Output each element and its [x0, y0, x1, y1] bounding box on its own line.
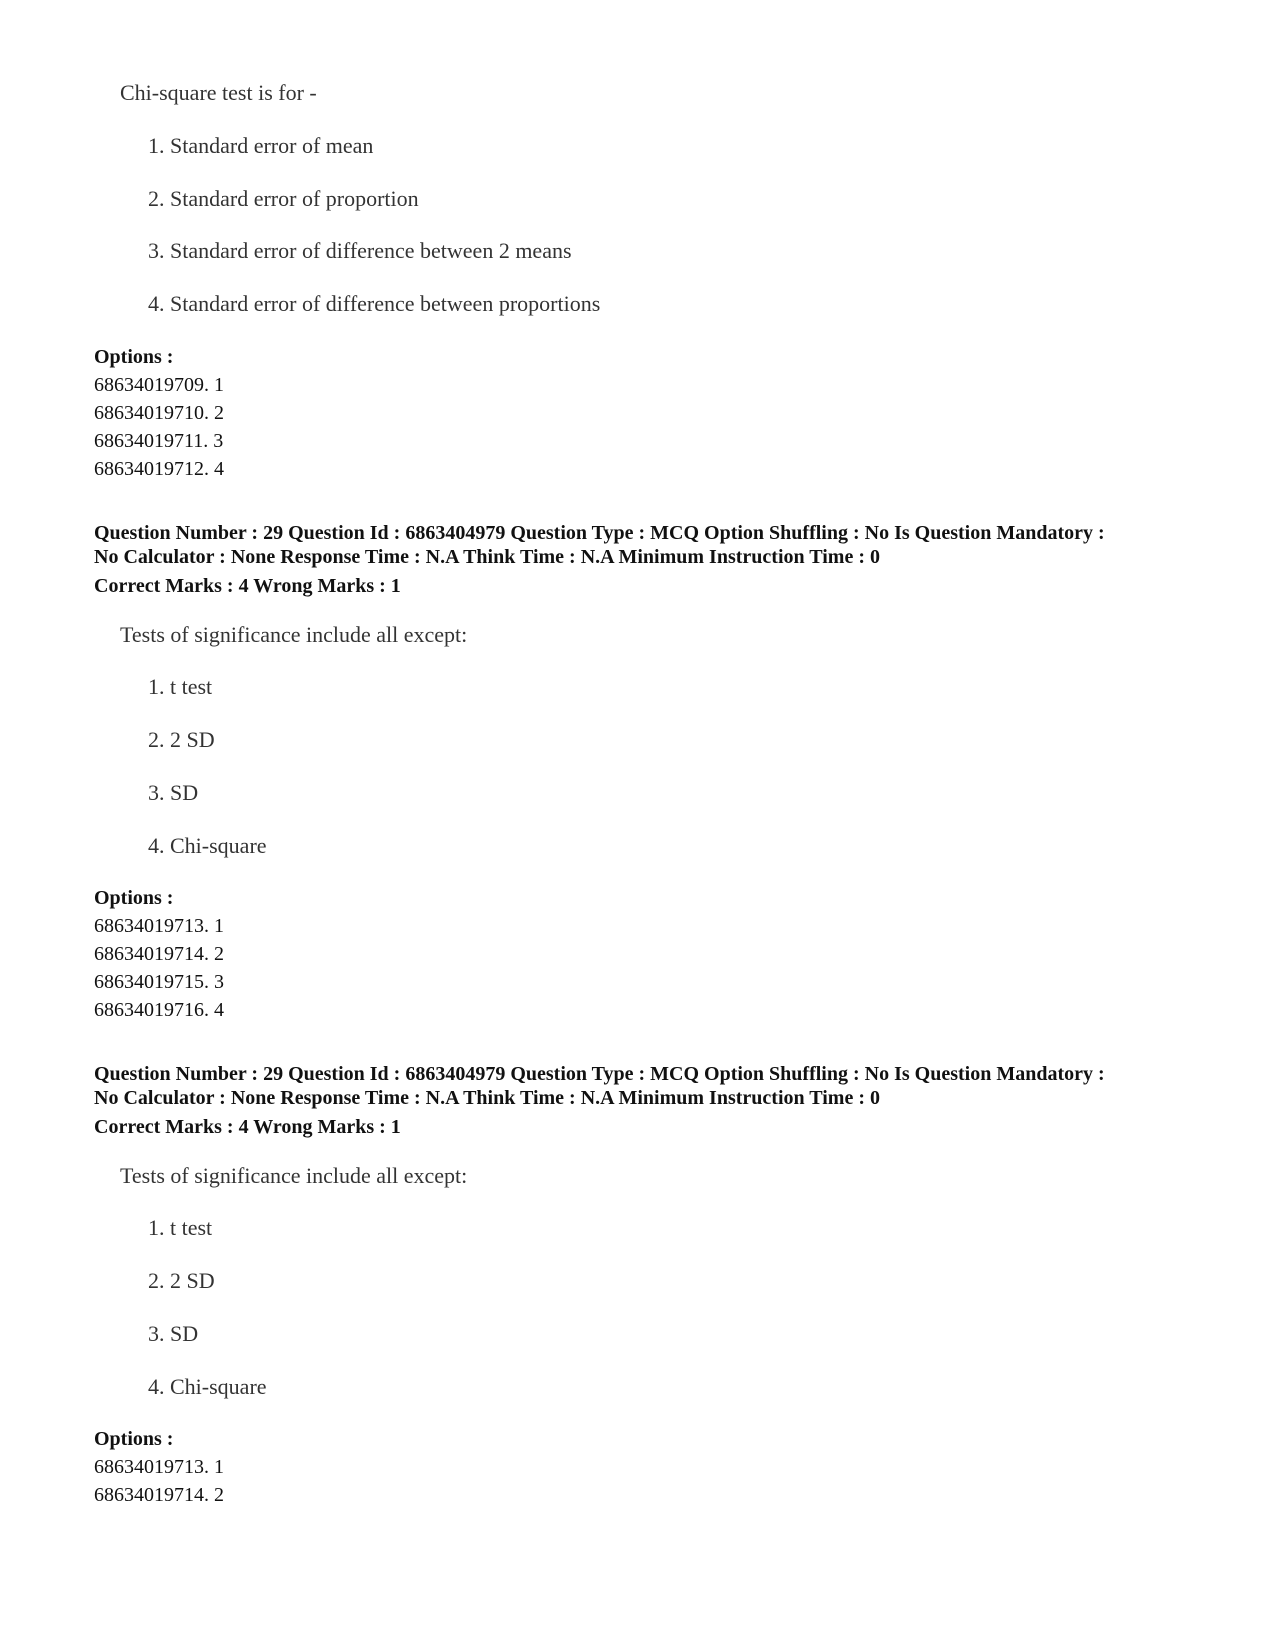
options-label: Options : — [94, 346, 174, 368]
question-meta-line-1: Question Number : 29 Question Id : 6863404979 Question Type : MCQ Option Shuffling : No Is Question Mandatory : — [94, 1063, 1105, 1085]
option-line: 68634019709. 1 — [94, 374, 224, 396]
question-item: 4. Standard error of difference between proportions — [148, 291, 601, 316]
question-item: 1. t test — [148, 1215, 213, 1240]
question-text: Tests of significance include all except: — [120, 1163, 468, 1188]
question-item: 2. 2 SD — [148, 727, 215, 752]
question-item: 3. SD — [148, 1321, 199, 1346]
question-item: 4. Chi-square — [148, 833, 267, 858]
question-marks: Correct Marks : 4 Wrong Marks : 1 — [94, 575, 401, 597]
option-line: 68634019710. 2 — [94, 402, 224, 424]
option-line: 68634019713. 1 — [94, 1456, 224, 1478]
option-line: 68634019716. 4 — [94, 999, 224, 1021]
option-line: 68634019714. 2 — [94, 943, 224, 965]
options-label: Options : — [94, 887, 174, 909]
option-line: 68634019715. 3 — [94, 971, 224, 993]
question-meta-line-2: No Calculator : None Response Time : N.A Think Time : N.A Minimum Instruction Time : 0 — [94, 546, 880, 568]
option-line: 68634019712. 4 — [94, 458, 224, 480]
question-marks: Correct Marks : 4 Wrong Marks : 1 — [94, 1116, 401, 1138]
option-line: 68634019714. 2 — [94, 1484, 224, 1506]
options-label: Options : — [94, 1428, 174, 1450]
question-text: Chi-square test is for - — [120, 80, 317, 105]
question-item: 1. Standard error of mean — [148, 133, 374, 158]
question-item: 3. Standard error of difference between 2 means — [148, 238, 572, 263]
option-line: 68634019713. 1 — [94, 915, 224, 937]
question-item: 1. t test — [148, 674, 213, 699]
question-meta-line-1: Question Number : 29 Question Id : 6863404979 Question Type : MCQ Option Shuffling : No Is Question Mandatory : — [94, 522, 1105, 544]
question-item: 2. 2 SD — [148, 1268, 215, 1293]
question-text: Tests of significance include all except: — [120, 622, 468, 647]
option-line: 68634019711. 3 — [94, 430, 224, 452]
question-item: 3. SD — [148, 780, 199, 805]
question-item: 2. Standard error of proportion — [148, 186, 419, 211]
question-meta-line-2: No Calculator : None Response Time : N.A Think Time : N.A Minimum Instruction Time : 0 — [94, 1087, 880, 1109]
question-item: 4. Chi-square — [148, 1374, 267, 1399]
